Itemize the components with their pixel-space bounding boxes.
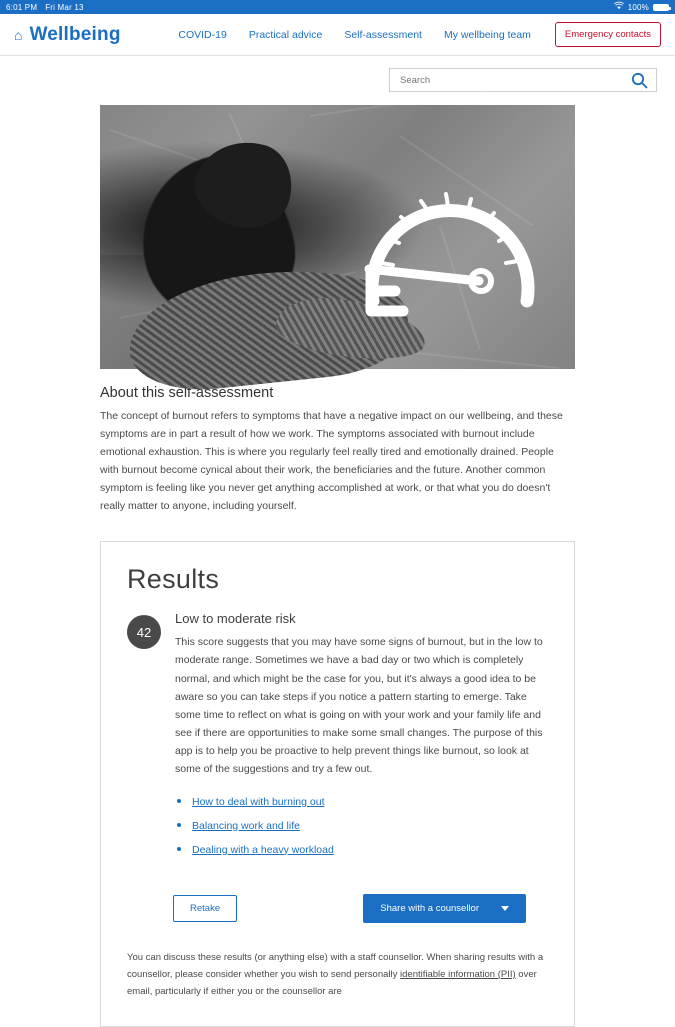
status-date: Fri Mar 13 — [45, 2, 84, 12]
about-title: About this self-assessment — [100, 385, 274, 401]
list-item — [192, 792, 548, 810]
share-button-label: Share with a counsellor — [380, 902, 479, 914]
ios-status-bar — [0, 0, 675, 14]
search-box[interactable] — [389, 68, 657, 92]
risk-level-title: Low to moderate risk — [175, 611, 296, 627]
home-icon: ⌂ — [14, 26, 23, 43]
nav-item-covid-19[interactable]: COVID-19 — [178, 28, 227, 41]
app-header — [0, 14, 675, 56]
chevron-down-icon — [501, 906, 509, 911]
suggestion-link-balancing-work[interactable]: Balancing work and life — [192, 819, 300, 832]
suggestion-link-heavy-workload[interactable]: Dealing with a heavy workload — [192, 843, 334, 856]
about-body: The concept of burnout refers to symptoms that have a negative impact on our wellbeing, and these symptoms are in part a result of how we work. The symptoms associated with burnout include emotional exhaustion. This is where you regularly feel really tired and emotionally drained. People with burnout become cynical about their work, the beneficiaries and the future. Another common symptom is feeling like you never get anything accomplished at work, or that what you do doesn't really matter to anyone, including yourself. — [100, 410, 563, 513]
page-content — [0, 105, 675, 1027]
risk-level-body: This score suggests that you may have some signs of burnout, but in the low to moderate range. Sometimes we have a bad day or two which is completely normal, and which might be the case for you, but it's always a good idea to be aware so you can take steps if you notice a pattern starting to emerge. Take some time to reflect on what is going on with your work and your family life and see if there are opportunities to make some small changes. The purpose of this app is to help you be proactive to help prevent things like burnout, so look at some of the suggestions and try a few out. — [175, 636, 543, 776]
score-row — [127, 611, 548, 863]
footnote-pii-link[interactable]: identifiable information (PII) — [400, 968, 516, 980]
hero-image — [100, 105, 575, 369]
search-icon[interactable] — [631, 72, 648, 89]
results-card — [100, 541, 575, 1027]
battery-percent-label: 100% — [627, 2, 649, 12]
speedometer-icon — [351, 151, 547, 341]
status-bar-right — [614, 2, 669, 12]
score-badge: 42 — [127, 615, 161, 649]
status-time: 6:01 PM — [6, 2, 38, 12]
search-input[interactable] — [398, 74, 623, 87]
nav-item-self-assessment[interactable]: Self-assessment — [344, 28, 422, 41]
search-row — [0, 56, 675, 92]
footnote-part-1: You can discuss these results (or anything else) with a staff counsellor. When sharing results with a counsellor, please consider whether you wish to send personally — [127, 951, 544, 980]
wifi-icon — [614, 2, 624, 12]
list-item — [192, 816, 548, 834]
brand-home-link[interactable] — [14, 24, 121, 46]
emergency-contacts-button[interactable]: Emergency contacts — [555, 22, 661, 47]
score-content — [175, 611, 548, 863]
footnote-part-2: over email, particularly if either you or the counsellor are — [127, 968, 537, 997]
battery-full-icon — [653, 4, 669, 11]
primary-nav — [178, 22, 661, 47]
share-with-counsellor-button[interactable] — [363, 894, 526, 923]
results-footnote — [127, 949, 548, 1000]
suggestion-link-list — [175, 792, 548, 858]
nav-item-my-wellbeing-team[interactable]: My wellbeing team — [443, 28, 531, 41]
list-item — [192, 840, 548, 858]
results-title: Results — [127, 564, 220, 595]
nav-item-practical-advice[interactable]: Practical advice — [248, 28, 323, 41]
retake-button[interactable]: Retake — [173, 895, 237, 922]
status-bar-left — [6, 3, 84, 12]
results-actions — [127, 894, 548, 923]
suggestion-link-burning-out[interactable]: How to deal with burning out — [192, 795, 325, 808]
brand-title: Wellbeing — [29, 23, 121, 45]
